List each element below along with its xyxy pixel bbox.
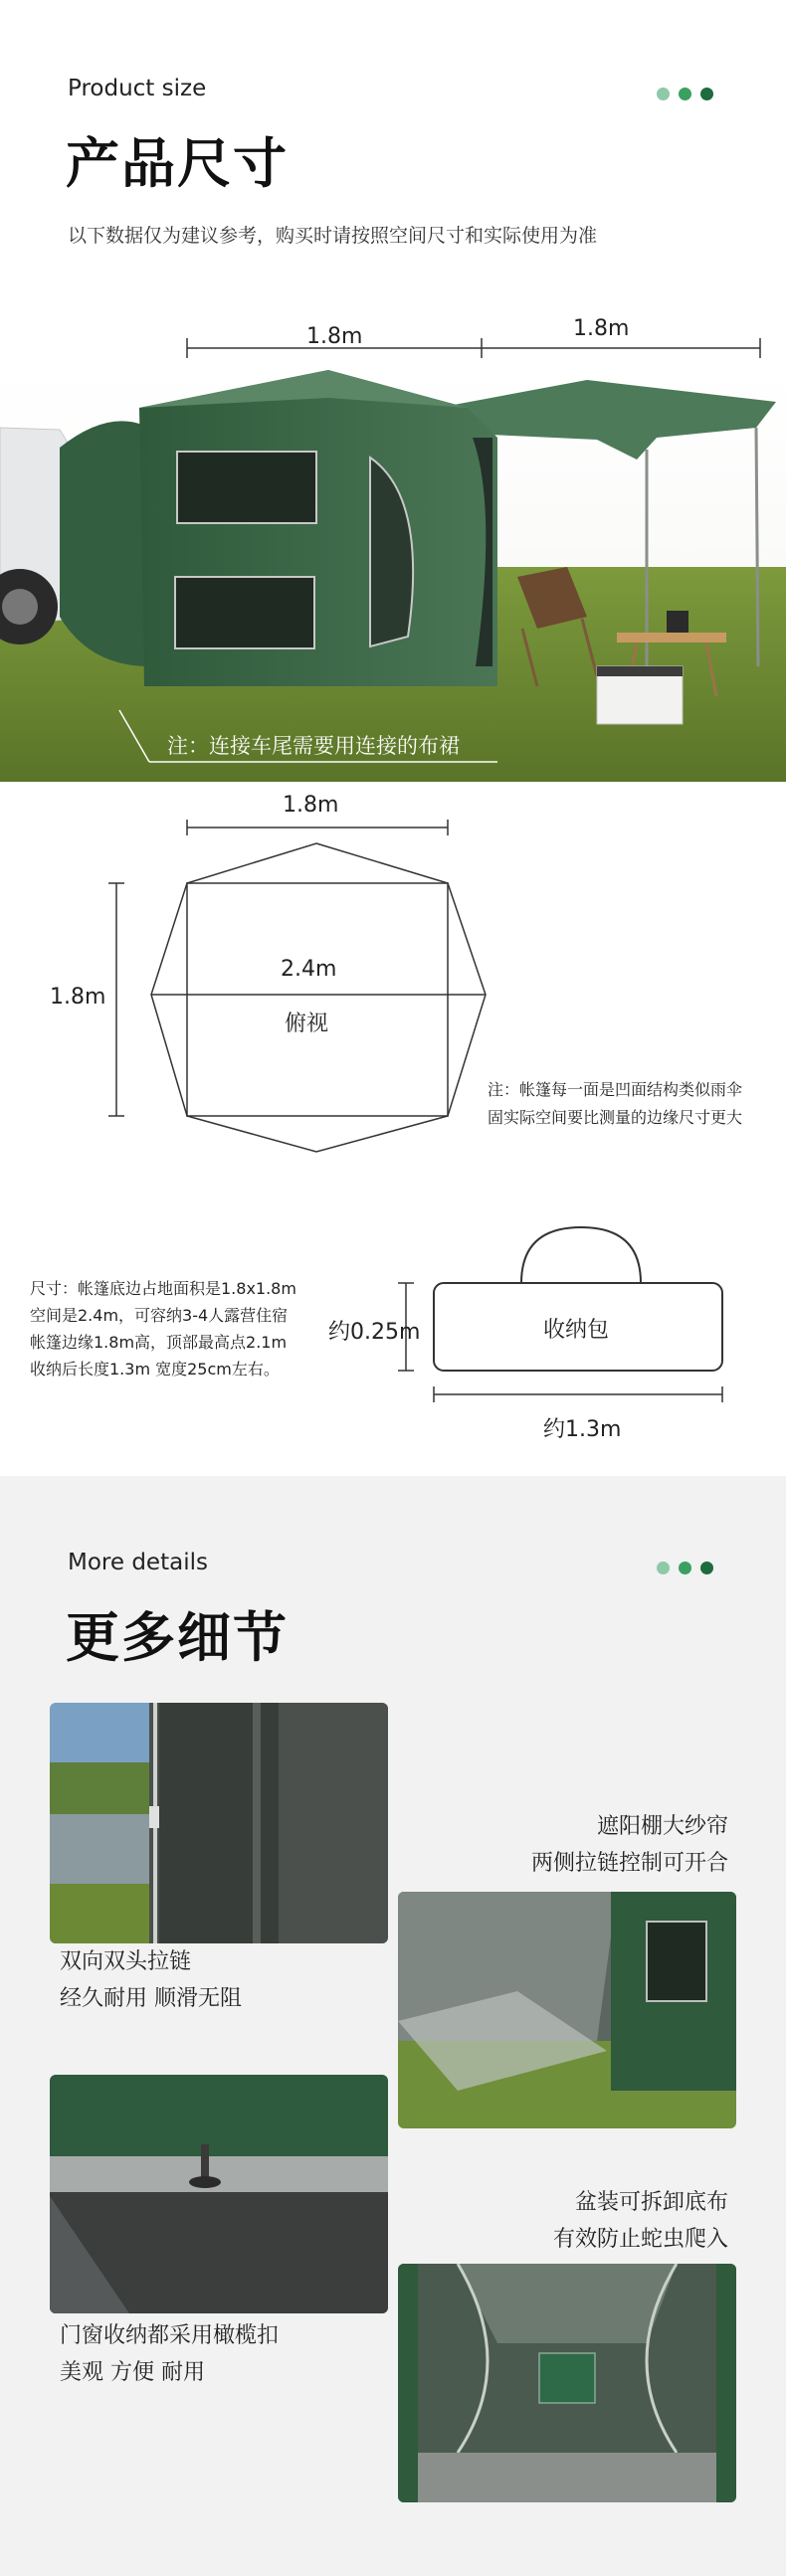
spec-list [30,1275,296,1382]
dim-label-left: 1.8m [306,324,363,349]
dim-label-right: 1.8m [573,316,630,341]
dot-light [657,1562,670,1574]
detail-caption-2 [531,1808,728,1882]
detail-photo-zipper [50,1703,388,1943]
detail-caption-1 [60,1943,242,2017]
spec-line-2: 空间是2.4m，可容纳3-4人露营住宿 [30,1306,289,1325]
dot-dark [700,88,713,100]
photo-note: 注：连接车尾需要用连接的布裙 [167,734,460,758]
detail-photo-toggle [50,2075,388,2313]
bag-length-label: 约1.3m [543,1417,622,1442]
details-en-title: More details [68,1550,208,1575]
dot-light [657,88,670,100]
spec-line-3: 帐篷边缘1.8m高，顶部最高点2.1m [30,1333,288,1352]
detail-caption-4-line2: 有效防止蛇虫爬入 [552,2227,728,2252]
detail-photo-floor [398,2264,736,2502]
top-view-note-line2: 固实际空间要比测量的边缘尺寸更大 [488,1108,743,1127]
detail-caption-1-line1: 双向双头拉链 [60,1949,192,1974]
section-cn-title: 产品尺寸 [66,132,289,195]
top-view-note-line1: 注：帐篷每一面是凹面结构类似雨伞 [488,1080,743,1099]
details-cn-title: 更多细节 [66,1606,289,1669]
section-en-title: Product size [68,76,207,101]
details-decor-dots [657,1562,713,1574]
detail-caption-4-line1: 盆装可拆卸底布 [574,2190,728,2215]
detail-caption-4 [553,2184,728,2258]
detail-caption-2-line1: 遮阳棚大纱帘 [596,1814,728,1839]
detail-caption-3-line1: 门窗收纳都采用橄榄扣 [60,2323,280,2348]
detail-photo-awning [398,1892,736,2128]
dot-dark [700,1562,713,1574]
detail-caption-3-line2: 美观 方便 耐用 [60,2360,205,2385]
bag-height-label: 约0.25m [328,1320,421,1345]
top-view-note [488,1076,742,1132]
top-view-diag-label: 2.4m [281,957,337,982]
decor-dots [657,88,713,100]
dimension-line-top [0,318,786,368]
spec-line-1: 尺寸：帐篷底边占地面积是1.8x1.8m [30,1279,296,1298]
detail-caption-1-line2: 经久耐用 顺滑无阻 [60,1986,242,2011]
detail-caption-2-line2: 两侧拉链控制可开合 [530,1851,728,1876]
dot-mid [679,88,691,100]
detail-caption-3 [60,2317,279,2391]
bag-label: 收纳包 [543,1318,610,1343]
size-subtitle: 以下数据仅为建议参考，购买时请按照空间尺寸和实际使用为准 [68,225,598,247]
spec-line-4: 收纳后长度1.3m 宽度25cm左右。 [30,1360,280,1379]
top-view-label: 俯视 [285,1012,329,1036]
tent-photo [0,368,786,782]
dot-mid [679,1562,691,1574]
top-view-height-label: 1.8m [50,985,106,1010]
top-view-width-label: 1.8m [283,793,339,818]
